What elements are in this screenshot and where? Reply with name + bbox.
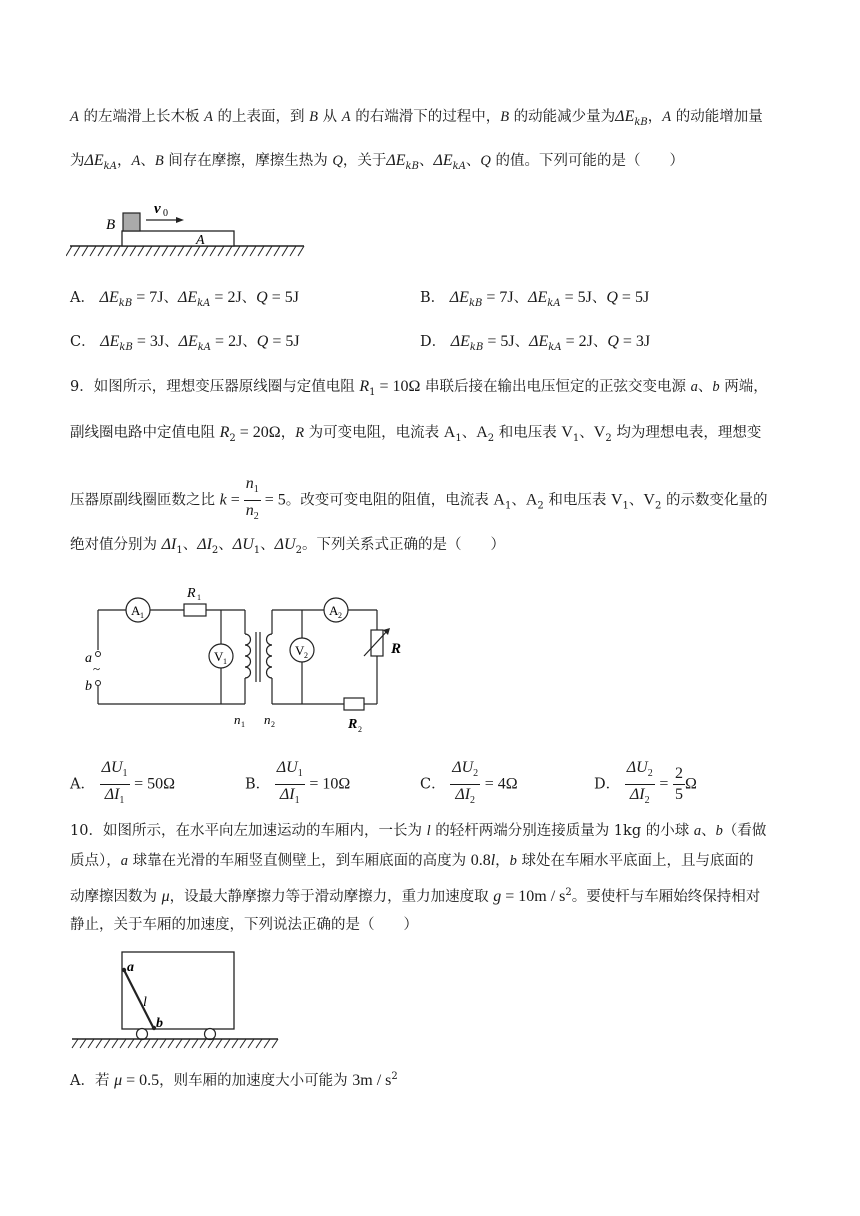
math-sup: 2 — [391, 1071, 398, 1082]
text: ， — [280, 425, 296, 441]
math: ΔE — [386, 152, 406, 169]
value: 2J — [228, 333, 243, 350]
math: A — [493, 491, 505, 509]
math: = — [226, 491, 244, 509]
text: 和电压表 — [543, 492, 611, 509]
transformer-circuit-figure — [80, 580, 410, 740]
q9-line-1 — [70, 376, 768, 404]
block-b — [123, 213, 140, 231]
text: 均为理想电表，理想变 — [611, 425, 762, 441]
q10-line-4 — [70, 914, 418, 936]
math: ΔE — [84, 152, 104, 169]
math: = 10m / s — [501, 888, 566, 905]
q10-line-1 — [70, 820, 766, 842]
option-fraction — [450, 758, 480, 811]
text: 球处在车厢水平底面上，且与底面的 — [516, 853, 754, 869]
text: 的示数变化量的 — [661, 492, 768, 509]
car-rod-figure — [70, 944, 282, 1050]
text: 的左端滑上长木板 — [78, 109, 205, 125]
ac-symbol: ~ — [93, 661, 101, 676]
text: 、 — [697, 379, 713, 395]
q9-line-4 — [70, 534, 505, 562]
resistor-r2 — [344, 698, 364, 710]
math-sub: kB — [119, 342, 133, 353]
math: = 20Ω — [235, 424, 281, 441]
math: ΔU — [232, 536, 254, 553]
q9-line-2 — [70, 422, 761, 450]
v2-label: V — [295, 643, 305, 658]
text: a — [693, 823, 702, 839]
text: 的动能增加量 — [671, 109, 763, 125]
option-fraction — [275, 758, 305, 811]
math: 5 — [674, 786, 683, 803]
option-letter: B． — [245, 776, 271, 793]
label-b: B — [106, 217, 116, 233]
text: Q — [480, 153, 491, 169]
math-sub: kA — [547, 298, 561, 309]
text: 压器原副线圈匝数之比 — [70, 492, 220, 509]
text: A — [204, 109, 213, 125]
q10-option-a[interactable] — [70, 1066, 398, 1092]
option-letter: A． — [70, 776, 95, 793]
math: V — [593, 424, 606, 441]
text: 、 — [465, 153, 481, 169]
text: ，设最大静摩擦力等于滑动摩擦力，重力加速度取 — [169, 889, 494, 905]
value: 3J — [635, 333, 651, 350]
text: b — [712, 379, 720, 395]
label-v0-sub: 0 — [163, 208, 168, 219]
q8-line-2 — [70, 150, 684, 178]
text: 静止，关于车厢的加速度，下列说法正确的是（ ） — [70, 917, 418, 933]
q9-option-c[interactable] — [420, 758, 518, 811]
text: a — [120, 853, 128, 869]
math: μ — [114, 1072, 123, 1089]
text: ， — [495, 853, 510, 869]
text: 串联后接在输出电压恒定的正弦交变电源 — [420, 379, 691, 395]
q9-option-d[interactable] — [594, 758, 697, 811]
math-sub: 2 — [229, 433, 236, 444]
math-sub: 2 — [537, 500, 544, 512]
wheel-right-icon — [205, 1029, 216, 1040]
math-sub: kB — [405, 161, 419, 172]
text: Q — [332, 153, 343, 169]
q10-line-3 — [70, 882, 760, 908]
math: A — [443, 424, 456, 441]
text: 从 — [318, 109, 342, 125]
option-fraction — [625, 758, 655, 811]
text: 两端， — [719, 379, 768, 395]
math-sub: 1 — [119, 795, 125, 806]
text: （看做 — [722, 823, 767, 839]
text: B — [500, 109, 510, 125]
a1-sub: 1 — [140, 611, 144, 620]
math-sub: 2 — [470, 795, 476, 806]
math: ΔE — [178, 333, 198, 350]
text: 、 — [579, 425, 594, 441]
q8-option-b[interactable]: B． $\Delta E_{kB} = 7J$、$\Delta E_{kA} = 5J$、Q = 5J — [420, 289, 650, 309]
value: 2J — [227, 289, 242, 306]
r1-sub: 1 — [197, 593, 201, 602]
text: 的动能减少量为 — [509, 109, 616, 125]
math: ΔI — [104, 786, 120, 803]
math: ΔU — [274, 536, 296, 553]
text: ， — [116, 153, 132, 169]
text: 。下列关系式正确的是（ ） — [301, 537, 505, 553]
math-sub: 2 — [605, 433, 612, 444]
v1-label: V — [214, 649, 224, 664]
math: ΔU — [626, 759, 648, 776]
math: ΔI — [629, 786, 645, 803]
value: 5J — [500, 333, 515, 350]
math-sub: 2 — [253, 511, 259, 522]
text: 。改变可变电阻的阻值，电流表 — [285, 492, 494, 509]
math: ΔE — [177, 289, 198, 306]
math: n — [245, 475, 254, 492]
value: = 50Ω — [134, 775, 176, 793]
math-sub: 1 — [122, 768, 128, 779]
math: Q — [606, 289, 618, 306]
math: = 10Ω — [375, 378, 421, 395]
v2-sub: 2 — [304, 651, 308, 660]
text: 的右端滑下的过程中， — [350, 109, 501, 125]
text: 10．如图所示，在水平向左加速运动的车厢内，一长为 — [70, 823, 427, 839]
r1-label: R — [187, 586, 196, 601]
math: = 5 — [260, 491, 286, 509]
text: 、 — [461, 425, 477, 441]
math-sub: kA — [197, 342, 212, 353]
math: 3m / s — [352, 1072, 392, 1089]
r2-label: R — [348, 717, 358, 732]
text: A — [341, 109, 351, 125]
text: A — [662, 109, 672, 125]
math: ΔE — [449, 289, 469, 306]
value: = 10Ω — [309, 775, 351, 793]
math: V — [561, 424, 573, 441]
terminal-a-icon — [96, 652, 101, 657]
text: 、 — [182, 537, 198, 553]
math: R — [219, 424, 230, 441]
option-fraction — [100, 758, 130, 811]
math: V — [643, 491, 655, 509]
text: l — [426, 823, 431, 839]
text: 、 — [511, 492, 526, 509]
math-sub: kA — [197, 298, 211, 309]
option-letter: A． — [70, 290, 95, 306]
option-letter: D． — [594, 776, 621, 793]
math-sub: 1 — [572, 433, 580, 444]
r-label: R — [391, 641, 402, 657]
resistor-r1 — [184, 604, 206, 616]
text: 质点）， — [70, 853, 121, 869]
math-sup: 2 — [565, 887, 572, 898]
math: ΔU — [101, 759, 123, 776]
math: l — [490, 852, 496, 869]
math-sub: 1 — [455, 433, 462, 444]
math: ΔE — [100, 333, 120, 350]
variable-resistor-r — [371, 630, 383, 656]
math-sub: 1 — [369, 387, 376, 398]
math-sub: kB — [118, 298, 133, 309]
text: 为 — [70, 153, 85, 169]
q8-option-c[interactable]: C． $\Delta E_{kB} = 3J$、$\Delta E_{kA} = 2J$、Q = 5J — [70, 333, 300, 353]
math-sub: 1 — [504, 500, 512, 512]
math: ΔU — [276, 759, 298, 776]
text: R — [295, 425, 305, 441]
text: 、 — [628, 492, 644, 509]
math-sub: 2 — [647, 768, 653, 779]
text: B — [154, 153, 164, 169]
v1-sub: 1 — [223, 657, 227, 666]
math-sub: 1 — [622, 500, 629, 512]
label-b: b — [156, 1016, 163, 1031]
math: ΔI — [197, 536, 212, 553]
math-sub: 1 — [294, 795, 300, 806]
text: 的轻杆两端分别连接质量为 1kg 的小球 — [430, 823, 694, 839]
text: ，则车厢的加速度大小可能为 — [159, 1073, 353, 1089]
q10-line-2 — [70, 850, 754, 872]
math-sub: 2 — [654, 500, 662, 512]
math: Q — [256, 333, 269, 350]
turns-ratio-fraction — [244, 474, 261, 527]
math-sub: kA — [452, 161, 466, 172]
value: 5J — [284, 289, 299, 306]
math-sub: 1 — [253, 484, 259, 495]
option-letter: C． — [70, 334, 96, 350]
q8-option-d[interactable]: D． $\Delta E_{kB} = 5J$、$\Delta E_{kA} = 2J$、Q = 3J — [420, 333, 651, 353]
label-l: l — [143, 995, 147, 1010]
text: 副线圈电路中定值电阻 — [70, 425, 220, 441]
label-v0: v — [154, 201, 161, 217]
text: 、 — [218, 537, 233, 553]
math: ΔE — [450, 333, 470, 350]
label-a: a — [127, 960, 134, 975]
math: ΔI — [455, 786, 471, 803]
text: a — [690, 379, 698, 395]
value: 3J — [149, 333, 165, 350]
text: 、 — [140, 153, 155, 169]
text: 的值。下列可能的是（ ） — [490, 153, 685, 169]
ball-a-icon — [122, 968, 126, 972]
math-sub: 1 — [297, 768, 303, 779]
math-sub: 1 — [253, 545, 261, 556]
block-board-figure — [66, 196, 311, 262]
a2-sub: 2 — [338, 611, 342, 620]
a2-label: A — [329, 603, 339, 618]
text: 为可变电阻，电流表 — [304, 425, 444, 441]
text: ，关于 — [342, 153, 387, 169]
value: 5J — [634, 289, 650, 306]
math: A — [476, 424, 488, 441]
math-sub: 2 — [211, 545, 219, 556]
math: = 0.5 — [122, 1072, 160, 1089]
q9-option-b[interactable] — [245, 758, 350, 811]
terminal-a-label: a — [85, 651, 92, 666]
math-sub: kB — [469, 342, 484, 353]
math: k — [219, 491, 227, 509]
text: b — [715, 823, 723, 839]
math: ΔE — [99, 289, 119, 306]
text: 绝对值分别为 — [70, 537, 162, 553]
math: 0.8 — [470, 852, 491, 869]
text: 、 — [418, 153, 434, 169]
text: 、 — [260, 537, 275, 553]
wheel-left-icon — [137, 1029, 148, 1040]
math: μ — [161, 888, 170, 905]
text: 的上表面，到 — [212, 109, 310, 125]
text: 间存在摩擦，摩擦生热为 — [163, 153, 333, 169]
math: g — [493, 888, 502, 905]
math-sub: 1 — [176, 545, 183, 556]
n1-sub: 1 — [241, 720, 245, 729]
math: V — [610, 491, 623, 509]
math: A — [525, 491, 538, 509]
math: Ω — [684, 775, 697, 793]
math-sub: 2 — [487, 433, 495, 444]
text: 球靠在光滑的车厢竖直侧壁上，到车厢底面的高度为 — [128, 853, 471, 869]
text: 、 — [701, 823, 716, 839]
q9-line-3 — [70, 474, 767, 527]
math: 2 — [673, 764, 685, 785]
terminal-b-icon — [96, 681, 101, 686]
math-sub: 2 — [644, 795, 650, 806]
q8-line-1 — [70, 106, 763, 134]
r2-sub: 2 — [358, 725, 362, 734]
text: A．若 — [70, 1073, 115, 1089]
math: = — [659, 775, 669, 793]
option-letter: B． — [420, 290, 446, 306]
math-sub: 2 — [473, 768, 479, 779]
option-letter: D． — [420, 334, 447, 350]
text: A — [70, 109, 79, 125]
math: ΔE — [529, 333, 549, 350]
math-sub: kA — [103, 161, 117, 172]
math-sub: kB — [634, 117, 648, 128]
ground-hatch — [72, 1039, 278, 1048]
q9-option-a[interactable] — [70, 758, 175, 811]
math: n — [245, 502, 254, 519]
car-body — [122, 952, 234, 1029]
value: = 4Ω — [484, 775, 518, 793]
math: ΔE — [528, 289, 548, 306]
math-sub: kB — [468, 298, 483, 309]
text: ， — [647, 109, 663, 125]
n1-label: n — [234, 712, 241, 727]
option-fraction-rhs — [673, 764, 685, 805]
math: Q — [256, 289, 268, 306]
terminal-b-label: b — [85, 679, 92, 694]
value: 5J — [285, 333, 300, 350]
math-sub: 2 — [295, 545, 302, 556]
math: ΔE — [433, 152, 453, 169]
math-sub: kA — [548, 342, 562, 353]
board-a — [122, 231, 234, 246]
text: b — [509, 853, 517, 869]
n2-label: n — [264, 712, 271, 727]
value: 7J — [499, 289, 514, 306]
label-a: A — [196, 233, 205, 248]
ground-hatch — [66, 246, 304, 256]
math: R — [359, 378, 370, 395]
math: ΔE — [615, 108, 635, 125]
n2-sub: 2 — [271, 720, 275, 729]
q8-option-a[interactable]: A． $\Delta E_{kB} = 7J$、$\Delta E_{kA} = 2J$、Q = 5J — [70, 289, 299, 309]
math: ΔI — [161, 536, 177, 553]
a1-label: A — [131, 603, 141, 618]
value: 5J — [577, 289, 592, 306]
math: Q — [607, 333, 619, 350]
value: 2J — [578, 333, 593, 350]
text: A — [131, 153, 141, 169]
text: B — [309, 109, 319, 125]
text: 9．如图所示，理想变压器原线圈与定值电阻 — [70, 379, 360, 395]
text: 动摩擦因数为 — [70, 889, 162, 905]
text: 和电压表 — [494, 425, 562, 441]
text: 。要使杆与车厢始终保持相对 — [571, 889, 761, 905]
arrow-head-icon — [176, 217, 184, 223]
option-letter: C． — [420, 776, 446, 793]
math: ΔI — [279, 786, 295, 803]
value: 7J — [149, 289, 164, 306]
math: ΔU — [452, 759, 474, 776]
